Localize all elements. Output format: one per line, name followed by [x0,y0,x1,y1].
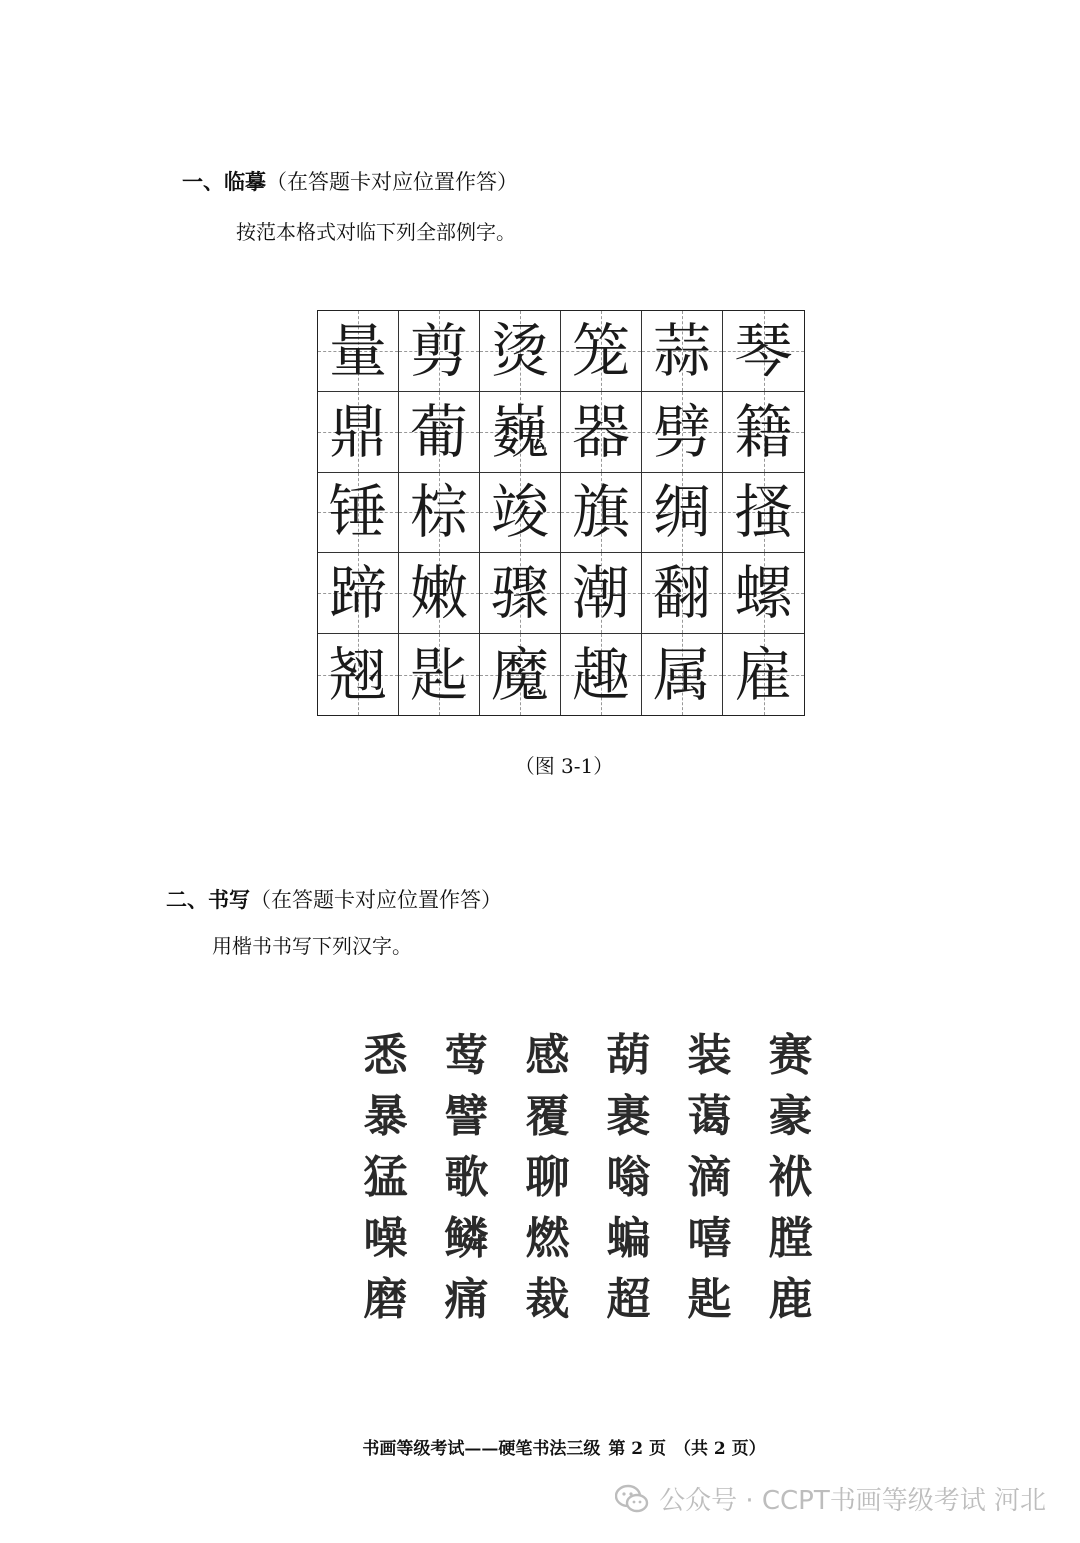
write-character: 滴 [687,1151,732,1203]
copy-character: 竣 [490,478,549,547]
section2-heading [166,884,502,914]
copy-character: 籍 [734,397,793,466]
section2-number: 二、 [166,887,208,912]
copy-grid [317,310,805,716]
copy-cell [318,553,399,634]
page-footer [0,1434,1080,1459]
write-character: 膛 [768,1212,813,1264]
write-character: 猛 [363,1151,408,1203]
copy-character: 蹄 [328,559,387,628]
copy-character: 魔 [490,640,549,709]
footer-page: 第 2 页 [608,1439,666,1459]
write-character: 嘻 [687,1212,732,1264]
copy-cell [723,553,804,634]
write-character: 聊 [525,1151,570,1203]
copy-character: 劈 [652,397,711,466]
copy-cell [723,311,804,392]
section1-number: 一、 [182,169,224,194]
copy-character: 旗 [571,478,630,547]
write-character: 裁 [525,1273,570,1325]
copy-character: 嫩 [409,559,468,628]
write-character: 悉 [363,1029,408,1081]
copy-character: 鼎 [328,397,387,466]
write-character: 鳞 [444,1212,489,1264]
write-character: 覆 [525,1090,570,1142]
copy-cell [480,473,561,554]
copy-cell [318,392,399,473]
copy-character: 骤 [490,559,549,628]
copy-cell [642,473,723,554]
write-character: 譬 [444,1090,489,1142]
write-character: 赛 [768,1029,813,1081]
copy-cell [399,311,480,392]
watermark-text: 公众号 · CCPT书画等级考试 河北 [659,1486,1046,1516]
copy-cell [561,473,642,554]
copy-character: 葡 [409,397,468,466]
write-character: 超 [606,1273,651,1325]
write-character: 装 [687,1029,732,1081]
copy-character: 蒜 [652,316,711,385]
copy-character: 螺 [734,559,793,628]
copy-cell [318,634,399,715]
wechat-icon [615,1484,649,1514]
copy-character: 笼 [571,316,630,385]
copy-character: 琴 [734,316,793,385]
copy-character: 棕 [409,478,468,547]
section1-note: （在答题卡对应位置作答） [266,170,518,194]
write-character: 裹 [606,1090,651,1142]
copy-cell [561,311,642,392]
write-character: 葫 [606,1029,651,1081]
copy-cell [723,473,804,554]
copy-cell [561,392,642,473]
footer-exam: 书画等级考试——硬笔书法三级 [362,1439,601,1459]
copy-character: 属 [652,640,711,709]
copy-cell [318,311,399,392]
copy-character: 雇 [734,640,793,709]
copy-cell [480,634,561,715]
write-character: 蝙 [606,1212,651,1264]
write-character: 豪 [768,1090,813,1142]
write-character: 磨 [363,1273,408,1325]
copy-cell [399,553,480,634]
section1-title: 临摹 [224,169,266,194]
write-character: 袱 [768,1151,813,1203]
copy-cell [642,553,723,634]
copy-cell [399,392,480,473]
copy-cell [561,634,642,715]
section2-instruction: 用楷书书写下列汉字。 [212,934,412,958]
write-character: 歌 [444,1151,489,1203]
copy-character: 巍 [490,397,549,466]
copy-character: 锤 [328,478,387,547]
copy-character: 趣 [571,640,630,709]
write-character: 匙 [687,1273,732,1325]
section2-note: （在答题卡对应位置作答） [250,888,502,912]
copy-cell [399,634,480,715]
copy-character: 翘 [328,640,387,709]
copy-cell [318,473,399,554]
figure-caption: （图 3-1） [514,754,614,778]
copy-cell [642,392,723,473]
copy-character: 翻 [652,559,711,628]
section2-title: 书写 [208,887,250,912]
copy-character: 烫 [490,316,549,385]
copy-character: 剪 [409,316,468,385]
copy-character: 匙 [409,640,468,709]
copy-cell [399,473,480,554]
copy-character: 绸 [652,478,711,547]
copy-cell [723,392,804,473]
footer-total: （共 2 页） [674,1439,766,1459]
write-character: 鹿 [768,1273,813,1325]
copy-character: 潮 [571,559,630,628]
section1-instruction: 按范本格式对临下列全部例字。 [236,220,516,244]
writing-characters [345,1025,831,1330]
copy-cell [480,392,561,473]
copy-cell [561,553,642,634]
copy-cell [642,311,723,392]
copy-character: 搔 [734,478,793,547]
section1-heading [182,166,518,196]
copy-character: 器 [571,397,630,466]
write-character: 燃 [525,1212,570,1264]
copy-cell [480,553,561,634]
write-character: 蔼 [687,1090,732,1142]
write-character: 嗡 [606,1151,651,1203]
write-character: 暴 [363,1090,408,1142]
copy-character: 量 [328,316,387,385]
copy-cell [480,311,561,392]
copy-cell [642,634,723,715]
write-character: 噪 [363,1212,408,1264]
watermark [615,1480,1046,1517]
write-character: 莺 [444,1029,489,1081]
write-character: 痛 [444,1273,489,1325]
copy-cell [723,634,804,715]
write-character: 感 [525,1029,570,1081]
